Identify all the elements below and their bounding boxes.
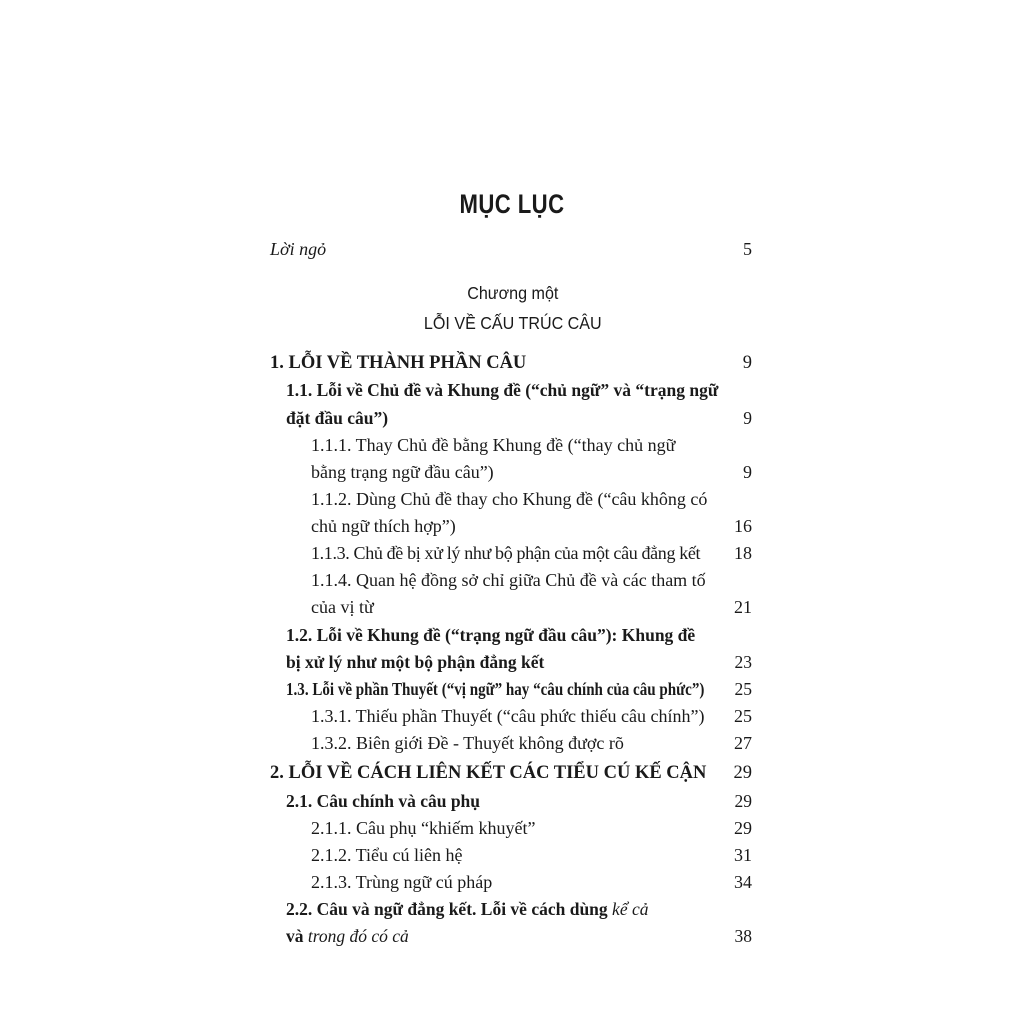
toc-entry-label: 1.1.3. Chủ đề bị xử lý như bộ phận của một câu đẳng kết xyxy=(311,543,701,563)
toc-entry-label-part: và xyxy=(286,926,308,946)
toc-page-number: 29 xyxy=(733,763,752,783)
toc-entry-label-italic: kể cả xyxy=(612,899,649,919)
toc-page-number: 9 xyxy=(743,462,752,482)
chapter-title: LỖI VỀ CẤU TRÚC CÂU xyxy=(423,313,602,333)
toc-page-number: 16 xyxy=(734,516,752,536)
toc-entry-label: 1.3.2. Biên giới Đề - Thuyết không được rõ xyxy=(311,733,624,753)
toc-entry-label-line-1: 1.1.1. Thay Chủ đề bằng Khung đề (“thay chủ ngữ xyxy=(311,435,676,455)
toc-page-number: 38 xyxy=(734,926,752,946)
toc-entry-label-part: 2.2. Câu và ngữ đẳng kết. Lỗi về cách dùng xyxy=(286,899,613,919)
toc-entry-label-line-1 xyxy=(286,896,648,923)
toc-entry-label-italic: trong đó có cả xyxy=(307,926,409,946)
toc-entry-label-line-1: 1.1.2. Dùng Chủ đề thay cho Khung đề (“câu không có xyxy=(311,489,708,509)
toc-entry-label: 1. LỖI VỀ THÀNH PHẦN CÂU xyxy=(270,353,527,373)
toc-page-number: 9 xyxy=(742,353,752,373)
toc-entry-label-line-2: bị xử lý như một bộ phận đẳng kết xyxy=(286,652,545,672)
toc-entry-label: 1.3.1. Thiếu phần Thuyết (“câu phức thiếu câu chính”) xyxy=(311,706,705,726)
toc-page-number: 29 xyxy=(734,818,752,838)
toc-entry-label: Lời ngỏ xyxy=(270,239,327,259)
toc-page-number: 31 xyxy=(734,845,752,865)
toc-entry-label-line-2: đặt đầu câu”) xyxy=(286,408,389,428)
toc-entry-label: 2. LỖI VỀ CÁCH LIÊN KẾT CÁC TIỂU CÚ KẾ CẬN xyxy=(270,763,707,783)
toc-entry-label-line-1: 1.1.4. Quan hệ đồng sở chỉ giữa Chủ đề và các tham tố xyxy=(311,570,706,590)
toc-entry-label: 2.1.3. Trùng ngữ cú pháp xyxy=(311,872,493,892)
toc-page-number: 18 xyxy=(734,543,752,563)
toc-entry-label-line-1: 1.2. Lỗi về Khung đề (“trạng ngữ đầu câu”): Khung đề xyxy=(286,625,696,645)
chapter-name: Chương một xyxy=(467,283,559,303)
toc-entry-label: 2.1.2. Tiểu cú liên hệ xyxy=(311,845,463,865)
toc-page-number: 29 xyxy=(734,791,752,811)
page-title: MỤC LỤC xyxy=(459,189,565,219)
toc-entry-label-line-2: chủ ngữ thích hợp”) xyxy=(311,516,456,536)
toc-page-number: 23 xyxy=(734,652,752,672)
toc-entry-label-line-2: bằng trạng ngữ đầu câu”) xyxy=(311,462,494,482)
toc-page-number: 9 xyxy=(743,408,752,428)
toc-page-number: 25 xyxy=(734,706,752,726)
toc-page-number: 5 xyxy=(743,239,752,259)
toc-entry-label-line-2: của vị từ xyxy=(311,597,374,617)
toc-entry-label: 2.1. Câu chính và câu phụ xyxy=(286,791,481,811)
toc-page-number: 34 xyxy=(734,872,752,892)
toc-entry-label: 1.3. Lỗi về phần Thuyết (“vị ngữ” hay “câu chính của câu phức”) xyxy=(286,679,705,699)
toc-page-number: 21 xyxy=(734,597,752,617)
toc-entry-label-line-2 xyxy=(286,923,409,950)
toc-page-number: 25 xyxy=(734,679,752,699)
toc-entry-label: 2.1.1. Câu phụ “khiếm khuyết” xyxy=(311,818,536,838)
toc-entry-label-line-1: 1.1. Lỗi về Chủ đề và Khung đề (“chủ ngữ” và “trạng ngữ xyxy=(286,380,719,400)
toc-page-number: 27 xyxy=(734,733,752,753)
